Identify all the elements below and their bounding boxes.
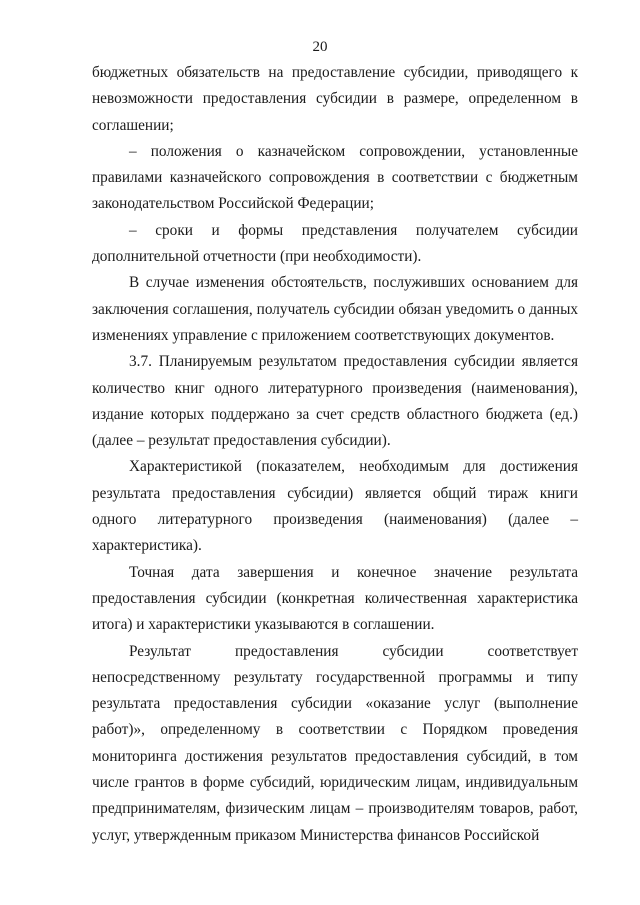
paragraph-5: 3.7. Планируемым результатом предоставления субсидии является количество книг одного литературного произведения (наименования), издание которых поддержано за счет средств областного бюджета (ед.) (далее – результат предоставления субсидии). [92,353,578,450]
paragraph-1: бюджетных обязательств на предоставление субсидии, приводящего к невозможности предоставления субсидии в размере, определенном в соглашении; [92,64,578,134]
page-body [92,60,578,849]
paragraph-4: В случае изменения обстоятельств, послуживших основанием для заключения соглашения, получатель субсидии обязан уведомить о данных изменениях управление с приложением соответствующих документов. [92,274,578,344]
paragraph-6: Характеристикой (показателем, необходимым для достижения результата предоставления субсидии) является общий тираж книги одного литературного произведения (наименования) (далее – характеристика). [92,458,578,555]
paragraph-3: – сроки и формы представления получателем субсидии дополнительной отчетности (при необходимости). [92,221,578,266]
paragraph-7: Точная дата завершения и конечное значение результата предоставления субсидии (конкретная количественная характеристика итога) и характеристики указываются в соглашении. [92,563,578,634]
paragraph-8: Результат предоставления субсидии соответствует непосредственному результату государственной программы и типу результата предоставления субсидии «оказание услуг (выполнение работ)», определенному в соответствии с Порядком проведения мониторинга достижения результатов предоставления субсидий, в том числе грантов в форме субсидий, юридическим лицам, индивидуальным предпринимателям, физическим лицам – производителям товаров, работ, услуг, утвержденным приказом Министерства финансов Российской [92,642,578,844]
paragraph-2: – положения о казначейском сопровождении, установленные правилами казначейского сопровождения в соответствии с бюджетным законодательством Российской Федерации; [92,142,578,213]
page-number: 20 [312,39,328,55]
